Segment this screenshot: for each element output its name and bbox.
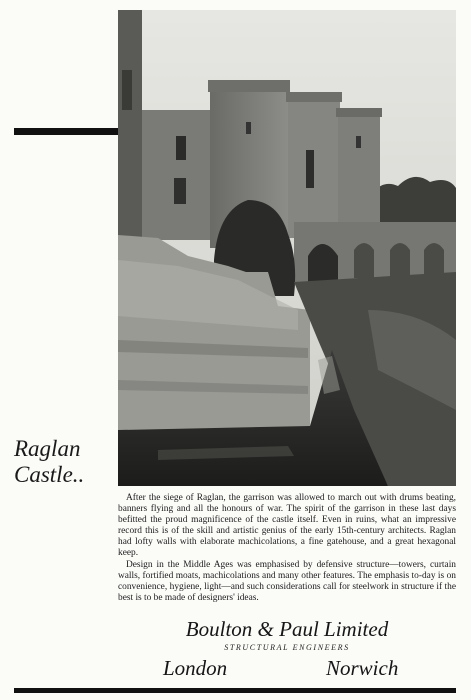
bridge-arches bbox=[294, 222, 456, 282]
company-subtitle: STRUCTURAL ENGINEERS bbox=[224, 643, 350, 652]
company-name: Boulton & Paul Limited bbox=[185, 617, 389, 641]
city-norwich: Norwich bbox=[326, 656, 399, 680]
body-paragraph-1: After the siege of Raglan, the garrison was allowed to march out with drums beating, banners flying and all the honours of war. The spirit of the garrison in these last days befitted the proud magnificence of the castle itself. Even in ruins, what an impressive record this is of the skill and artistic genius of the early 15th-century architects. Raglan had lofty walls with elaborate machicolations, a fine gatehouse, and a great hexagonal keep. bbox=[118, 493, 456, 559]
city-london: London bbox=[163, 656, 228, 680]
castle-photo-illustration bbox=[118, 10, 456, 486]
side-title bbox=[14, 436, 114, 488]
body-copy bbox=[118, 493, 456, 604]
castle-photograph bbox=[118, 10, 456, 486]
body-paragraph-2: Design in the Middle Ages was emphasised by defensive structure—towers, curtain walls, fortified moats, machicolations and many other features. The emphasis to-day is on convenience, hygiene, light—and such considerations call for steelwork in structure if the best is to be made of designers' ideas. bbox=[118, 559, 456, 603]
decorative-rule-bottom bbox=[14, 688, 456, 693]
decorative-rule-left bbox=[14, 128, 118, 135]
side-title-line-1: Raglan bbox=[14, 436, 81, 461]
side-title-line-2: Castle.. bbox=[14, 462, 85, 487]
